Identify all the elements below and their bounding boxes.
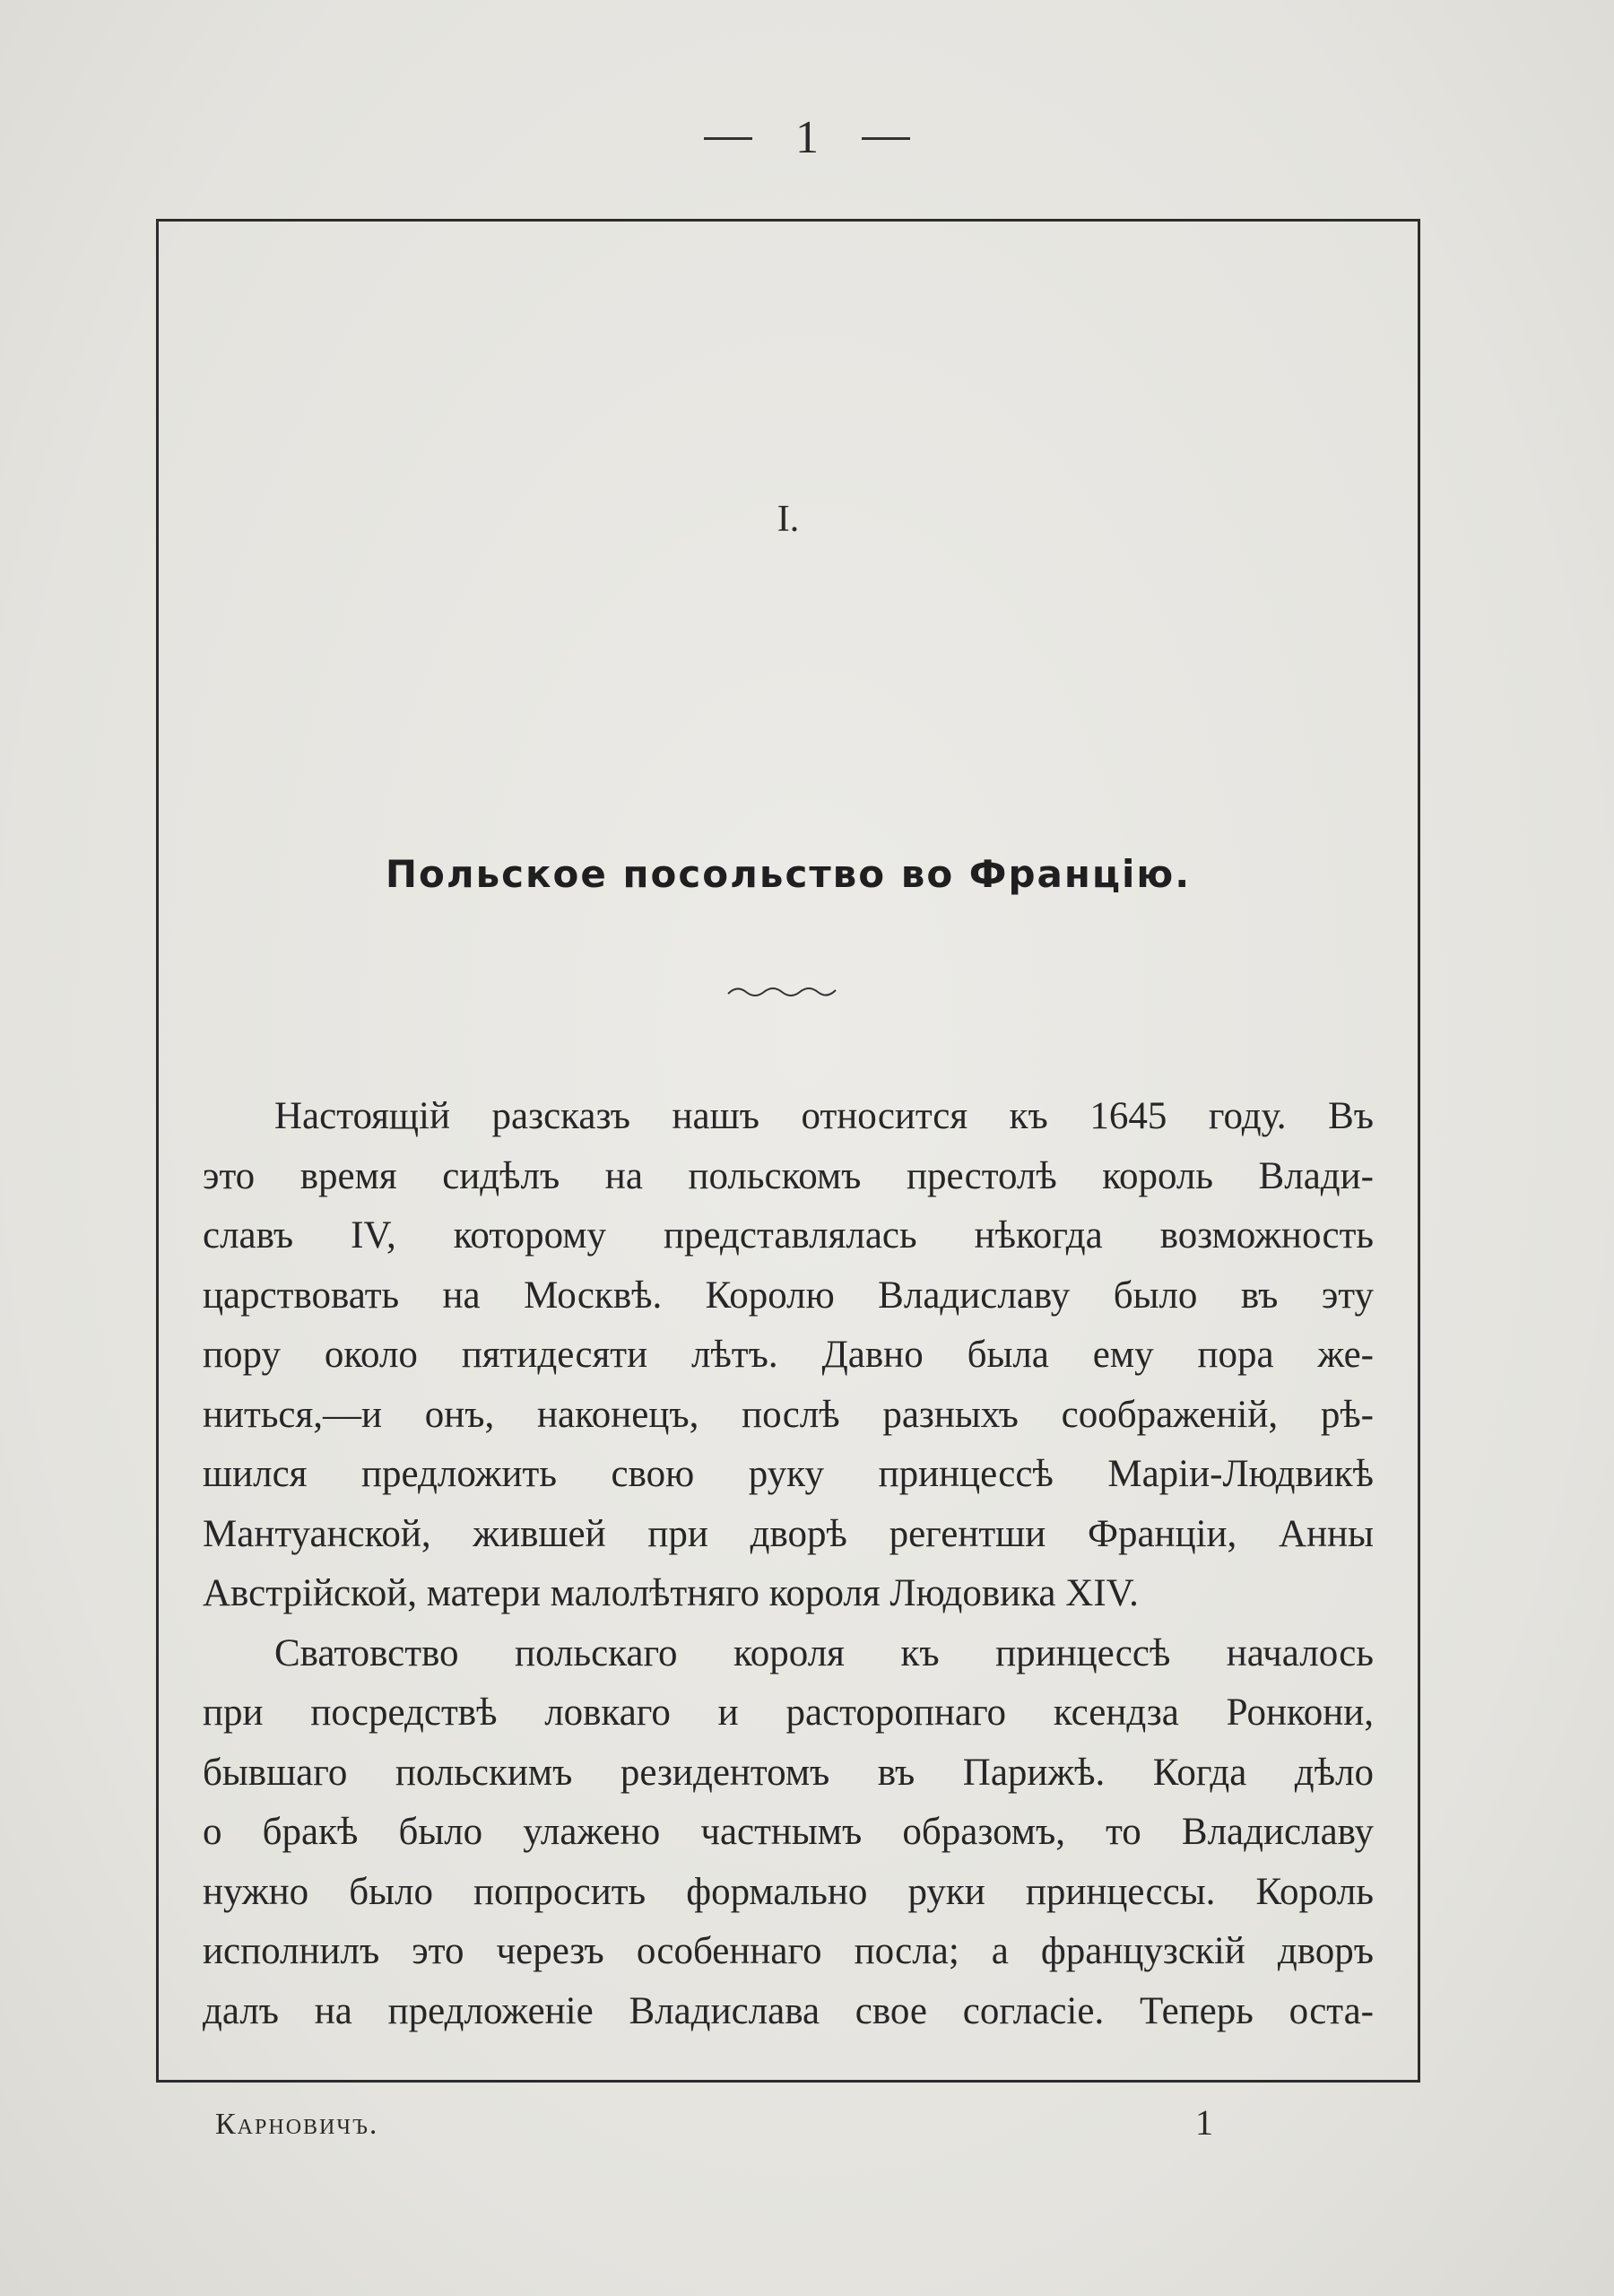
text-line: нужно было попросить формально руки принцессы. Король [203, 1870, 1374, 1913]
text-line: далъ на предложеніе Владислава свое согласіе. Теперь оста- [203, 1989, 1374, 2032]
footer-author: Карновичъ. [215, 2108, 379, 2141]
text-line: царствовать на Москвѣ. Королю Владиславу было въ эту [203, 1274, 1374, 1317]
text-line: славъ IV, которому представлялась нѣкогда возможность [203, 1214, 1374, 1257]
text-line: при посредствѣ ловкаго и расторопнаго ксендза Ронкони, [203, 1692, 1374, 1734]
footer-signature: 1 [1195, 2102, 1213, 2143]
body-text [203, 1087, 1374, 2041]
header-dash-left [704, 137, 752, 140]
page-number: 1 [795, 112, 819, 163]
header-dash-right [862, 137, 910, 140]
chapter-title: Польское посольство во Францію. [385, 852, 1192, 896]
text-line: исполнилъ это черезъ особеннаго посла; а французскій дворъ [203, 1930, 1374, 1972]
page-header [0, 112, 1614, 163]
text-line: шился предложить свою руку принцессѣ Маріи-Людвикѣ [203, 1453, 1374, 1495]
text-line: бывшаго польскимъ резидентомъ въ Парижѣ. Когда дѣло [203, 1751, 1374, 1794]
text-line: Австрійской, матери малолѣтняго короля Людовика XIV. [203, 1572, 1139, 1614]
text-line: это время сидѣлъ на польскомъ престолѣ король Влади- [203, 1154, 1374, 1197]
text-line: Настоящій разсказъ нашъ относится къ 1645 году. Въ [274, 1095, 1374, 1137]
text-line: о бракѣ было улажено частнымъ образомъ, то Владиславу [203, 1811, 1374, 1853]
text-line: Сватовство польскаго короля къ принцессѣ началось [274, 1631, 1374, 1674]
text-line: пору около пятидесяти лѣтъ. Давно была ему пора же- [203, 1334, 1374, 1376]
wave-ornament-icon [726, 978, 843, 1004]
text-line: Мантуанской, жившей при дворѣ регентши Франціи, Анны [203, 1512, 1374, 1555]
text-line: ниться,—и онъ, наконецъ, послѣ разныхъ соображеній, рѣ- [203, 1393, 1374, 1436]
chapter-numeral: I. [777, 499, 800, 540]
